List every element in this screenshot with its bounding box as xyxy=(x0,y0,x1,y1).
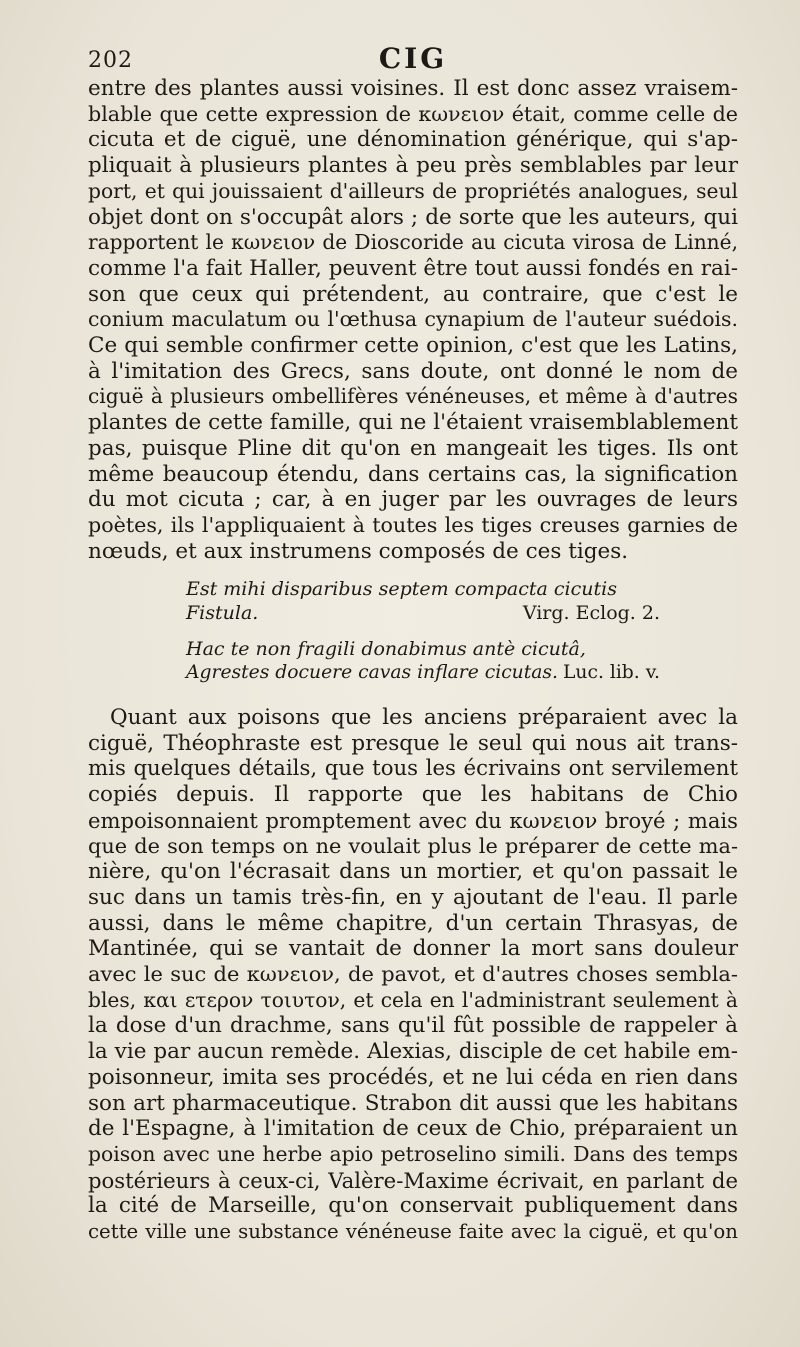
verse-source: Virg. Eclog. 2. xyxy=(522,602,660,624)
paragraph-1 xyxy=(88,76,738,564)
text-line: son que ceux qui prétendent, au contraire, que c'est le xyxy=(88,281,738,307)
text-line: nœuds, et aux instrumens composés de ces tiges. xyxy=(88,538,629,564)
text-line: poètes, ils l'appliquaient à toutes les tiges creuses garnies de xyxy=(88,512,738,537)
verse-quote-2 xyxy=(186,637,660,685)
verse-quote-1 xyxy=(186,577,660,625)
verse-line xyxy=(186,661,660,685)
text-line: Quant aux poisons que les anciens préparaient avec la xyxy=(110,705,738,730)
text-line: rapportent le κωνειον de Dioscoride au cicuta virosa de Linné, xyxy=(88,230,738,255)
page-number: 202 xyxy=(88,48,133,73)
text-line: copiés depuis. Il rapporte que les habitans de Chio xyxy=(88,782,738,808)
verse-text: Fistula. xyxy=(186,602,259,624)
text-line: blable que cette expression de κωνειον était, comme celle de xyxy=(88,101,738,126)
text-line: la vie par aucun remède. Alexias, disciple de cet habile em- xyxy=(88,1039,738,1065)
text-line: ciguë à plusieurs ombellifères vénéneuses, et même à d'autres xyxy=(88,384,738,409)
text-line: suc dans un tamis très-fin, en y ajoutant de l'eau. Il parle xyxy=(88,884,738,910)
text-line: objet dont on s'occupât alors ; de sorte que les auteurs, qui xyxy=(88,204,738,230)
text-line: pliquait à plusieurs plantes à peu près semblables par leur xyxy=(88,153,738,179)
text-line: même beaucoup étendu, dans certains cas, la signification xyxy=(88,461,738,487)
verse-line xyxy=(186,577,660,601)
text-line: cette ville une substance vénéneuse faite avec la ciguë, et qu'on xyxy=(88,1220,738,1244)
text-line: son art pharmaceutique. Strabon dit aussi que les habitans xyxy=(88,1090,738,1116)
text-line: ciguë, Théophraste est presque le seul qui nous ait trans- xyxy=(88,730,738,756)
text-line: conium maculatum ou l'œthusa cynapium de l'auteur suédois. xyxy=(88,307,738,332)
text-line: de l'Espagne, à l'imitation de ceux de Chio, préparaient un xyxy=(88,1116,738,1142)
text-line: bles, και ετερον τοιυτον, et cela en l'administrant seulement à xyxy=(88,987,738,1012)
text-line: entre des plantes aussi voisines. Il est donc assez vraisem- xyxy=(88,76,738,101)
verse-text: Est mihi disparibus septem compacta cicutis xyxy=(186,578,617,600)
text-line: la dose d'un drachme, sans qu'il fût possible de rappeler à xyxy=(88,1013,738,1039)
verse-text: Agrestes docuere cavas inflare cicutas. xyxy=(186,662,558,683)
text-line: postérieurs à ceux-ci, Valère-Maxime écrivait, en parlant de xyxy=(88,1167,738,1193)
text-line: poisonneur, imita ses procédés, et ne lui céda en rien dans xyxy=(88,1064,738,1090)
text-line: comme l'a fait Haller, peuvent être tout aussi fondés en rai- xyxy=(88,255,738,281)
verse-text: Hac te non fragili donabimus antè cicutâ, xyxy=(186,638,586,660)
paragraph-2 xyxy=(88,705,738,1245)
text-line: port, et qui jouissaient d'ailleurs de propriétés analogues, seul xyxy=(88,178,738,203)
page-header xyxy=(88,42,738,76)
text-line: la cité de Marseille, qu'on conservait publiquement dans xyxy=(88,1193,738,1219)
text-line: plantes de cette famille, qui ne l'étaient vraisemblablement xyxy=(88,410,738,436)
text-line: du mot cicuta ; car, à en juger par les ouvrages de leurs xyxy=(88,487,738,513)
text-line: empoisonnaient promptement avec du κωνειον broyé ; mais xyxy=(88,807,738,833)
text-line: Mantinée, qui se vantait de donner la mort sans douleur xyxy=(88,936,738,962)
text-line: que de son temps on ne voulait plus le préparer de cette ma- xyxy=(88,833,738,858)
running-head: CIG xyxy=(378,42,448,75)
text-line: mis quelques détails, que tous les écrivains ont servilement xyxy=(88,756,738,782)
text-line: poison avec une herbe apio petroselino simili. Dans des temps xyxy=(88,1141,738,1166)
text-line: cicuta et de ciguë, une dénomination générique, qui s'ap- xyxy=(88,127,738,153)
verse-line xyxy=(186,637,660,661)
text-line: nière, qu'on l'écrasait dans un mortier, et qu'on passait le xyxy=(88,859,738,885)
verse-line xyxy=(186,601,660,625)
text-line: à l'imitation des Grecs, sans doute, ont donné le nom de xyxy=(88,358,738,384)
text-line: pas, puisque Pline dit qu'on en mangeait les tiges. Ils ont xyxy=(88,435,738,461)
verse-source: Luc. lib. v. xyxy=(562,662,660,683)
text-line: Ce qui semble confirmer cette opinion, c'est que les Latins, xyxy=(88,333,738,359)
text-line: avec le suc de κωνειον, de pavot, et d'autres choses sembla- xyxy=(88,962,738,987)
text-line: aussi, dans le même chapitre, d'un certain Thrasyas, de xyxy=(88,910,738,936)
